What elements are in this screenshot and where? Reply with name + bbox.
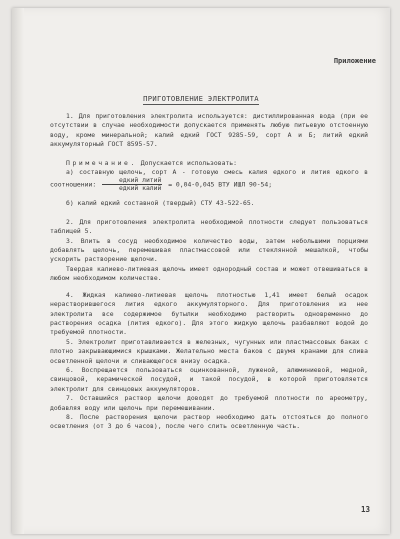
paragraph-3: 3. Влить в сосуд необходимое количество воды, затем небольшими порциями добавлять щелочь, перемешивая пластмассовой или стеклянной мешалкой, чтобы ускорить растворение щелочи.	[50, 236, 368, 264]
note-item-b: б) калий едкий составной (твердый) СТУ 43-522-65.	[66, 199, 255, 208]
paragraph-4: 4. Жидкая калиево-литиевая щелочь плотностью 1,41 имеет белый осадок нерастворившегося лития едкого аккумуляторного. Для приготовления из нее электролита все содержимое бутылки необходимо растворить одновременно до растворения осадка (лития едкого). Для этого жидкую щелочь разбавляют водой до требуемой плотности.	[50, 290, 368, 337]
note-item-a-lead: а) составную щелочь, сорт А - готовую смесь калия едкого и лития едкого в соотношении:	[50, 168, 368, 189]
paragraph-8: 8. После растворения щелочи раствор необходимо дать отстояться до полного осветления (от 3 до 6 часов), после чего слить осветленную часть.	[50, 412, 368, 431]
section-title	[12, 94, 390, 103]
fraction-numerator: едкий литий	[102, 177, 162, 185]
document-page	[12, 8, 390, 534]
paragraph-2: 2. Для приготовления электролита необходимой плотности следует пользоваться таблицей 5.	[50, 217, 368, 236]
body-text	[50, 112, 368, 432]
paragraph-1: 1. Для приготовления электролита используется: дистиллированная вода (при ее отсутствии в случае необходимости допускается применять любую питьевую отстоенную воду, кроме минеральной; калий едкий ГОСТ 9285-59, сорт А и Б; литий едкий аккумуляторный ГОСТ 8595-57.	[50, 112, 368, 149]
section-title-text: ПРИГОТОВЛЕНИЕ ЭЛЕКТРОЛИТА	[143, 94, 259, 103]
paragraph-6: 6. Воспрещается пользоваться оцинкованной, луженой, алюминиевой, медной, свинцовой, керамической посудой, и такой посудой, в которой приготовляется электролит для свинцовых аккумуляторов.	[50, 365, 368, 393]
page-number: 13	[360, 505, 370, 514]
ratio-fraction	[102, 177, 162, 192]
note-item-a-tail: = 0,04-0,045 ВТУ ИШЛ 90-54;	[168, 180, 273, 189]
fraction-denominator: едкий калий	[119, 184, 162, 193]
note-item-a	[50, 168, 368, 192]
note-label: Примечание.	[66, 158, 137, 167]
paragraph-3b: Твердая калиево-литиевая щелочь имеет однородный состав и может отвешиваться в любом необходимом количестве.	[50, 264, 368, 283]
appendix-label: Приложение	[333, 57, 376, 65]
page-fold-shadow	[12, 8, 24, 534]
note-text: Допускается использовать:	[140, 158, 237, 167]
note-paragraph	[50, 159, 368, 168]
paragraph-5: 5. Электролит приготавливается в железных, чугунных или пластмассовых баках с плотно закрывающимися крышками. Желательно места баков с двумя кранами для слива осветленной щелочи и сливающегося внизу осадка.	[50, 337, 368, 365]
paragraph-7: 7. Оставшийся раствор щелочи доводят до требуемой плотности по ареометру, добавляя воду или щелочь при перемешивании.	[50, 394, 368, 412]
